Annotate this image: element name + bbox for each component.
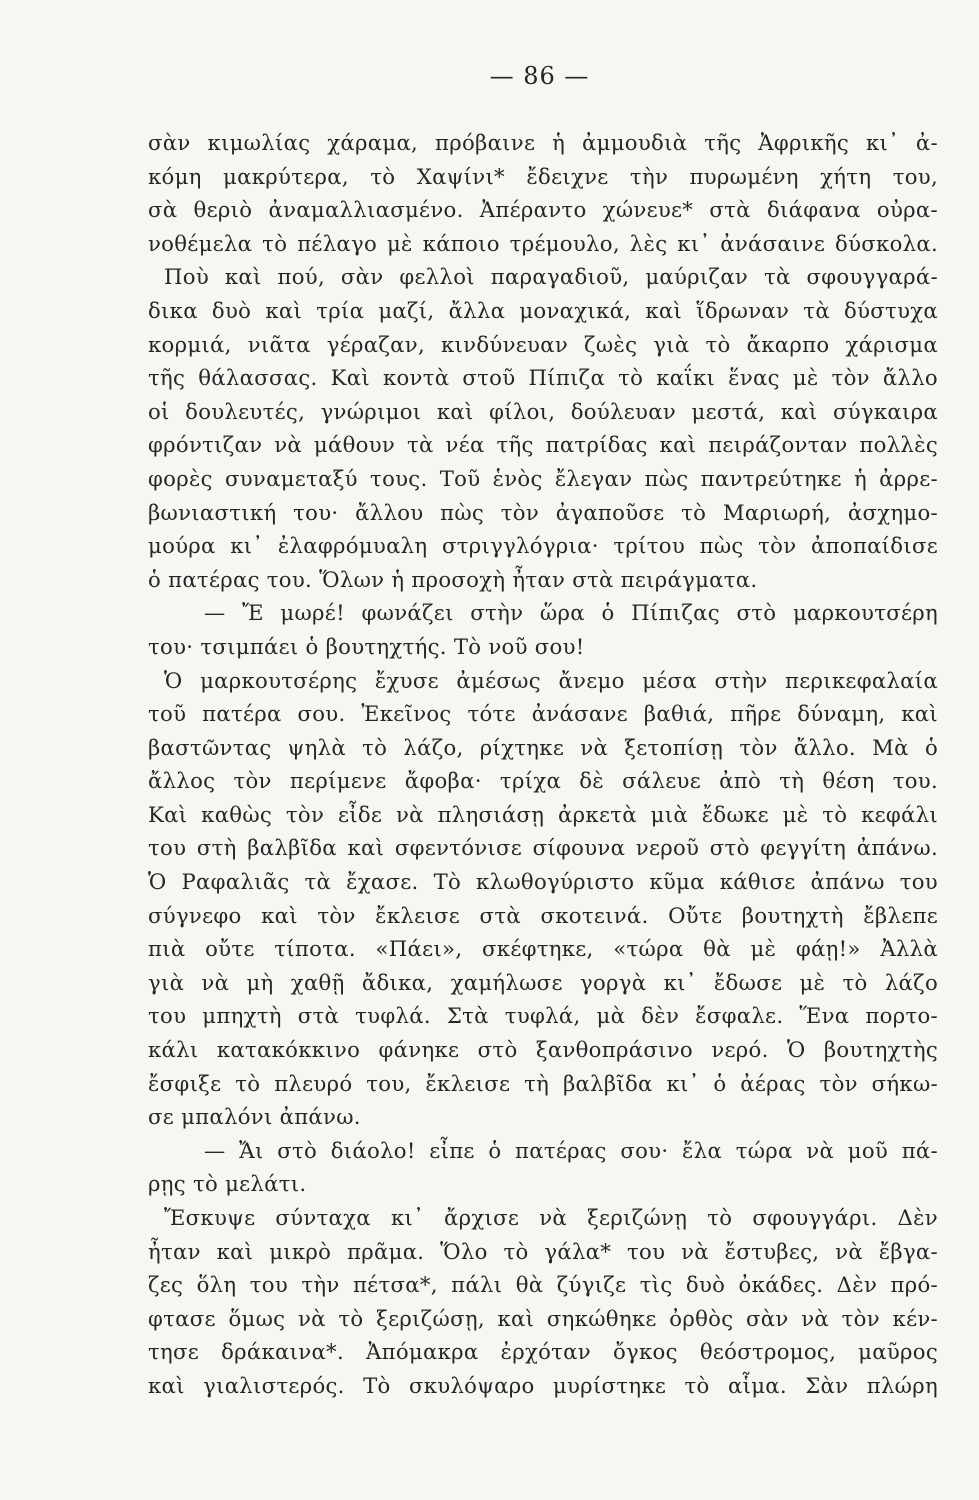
text-line: φτασε ὅμως νὰ τὸ ξεριζώσῃ, καὶ σηκώθηκε ὀρθὸς σὰν νὰ τὸν κέν-: [148, 1305, 938, 1331]
text-line: φορὲς συναμεταξύ τους. Τοῦ ἑνὸς ἔλεγαν πὼς παντρεύτηκε ἡ ἀρρε-: [148, 465, 938, 491]
text-line: κορμιά, νιᾶτα γέραζαν, κινδύνευαν ζωὲς γιὰ τὸ ἄκαρπο χάρισμα: [148, 331, 938, 357]
text-line: ἄλλος τὸν περίμενε ἄφοβα· τρίχα δὲ σάλευε ἀπὸ τὴ θέση του.: [148, 768, 938, 794]
text-line: του μπηχτὴ στὰ τυφλά. Στὰ τυφλά, μὰ δὲν ἔσφαλε. Ἕνα πορτο-: [148, 1003, 938, 1029]
text-line: καὶ γιαλιστερός. Τὸ σκυλόψαρο μυρίστηκε τὸ αἷμα. Σὰν πλώρη: [148, 1372, 938, 1398]
text-line: Ὁ Ραφαλιᾶς τὰ ἔχασε. Τὸ κλωθογύριστο κῦμα κάθισε ἀπάνω του: [148, 869, 938, 895]
text-line: τοῦ πατέρα σου. Ἐκεῖνος τότε ἀνάσανε βαθιά, πῆρε δύναμη, καὶ: [148, 701, 938, 727]
text-line: Καὶ καθὼς τὸν εἶδε νὰ πλησιάσῃ ἀρκετὰ μιὰ ἔδωκε μὲ τὸ κεφάλι: [148, 801, 938, 827]
text-line: κόμη μακρύτερα, τὸ Χαψίνι* ἔδειχνε τὴν πυρωμένη χήτη του,: [148, 163, 938, 189]
text-line: Ἔσκυψε σύνταχα κι᾽ ἄρχισε νὰ ξεριζώνῃ τὸ σφουγγάρι. Δὲν: [164, 1205, 938, 1230]
text-line: Ὁ μαρκουτσέρης ἔχυσε ἀμέσως ἄνεμο μέσα στὴν περικεφαλαία: [164, 667, 938, 693]
text-line: σε μπαλόνι ἀπάνω.: [148, 1104, 361, 1130]
text-line: πιὰ οὔτε τίποτα. «Πάει», σκέφτηκε, «τώρα θὰ μὲ φάῃ!» Ἀλλὰ: [148, 936, 938, 962]
text-line: — Ἄι στὸ διάολο! εἶπε ὁ πατέρας σου· ἔλα τώρα νὰ μοῦ πά-: [204, 1137, 938, 1163]
text-line: βωνιαστική του· ἄλλου πὼς τὸν ἀγαποῦσε τὸ Μαριωρή, ἀσχημο-: [148, 499, 938, 525]
page-number: — 86 —: [489, 62, 590, 90]
text-line: δικα δυὸ καὶ τρία μαζί, ἄλλα μοναχικά, καὶ ἵδρωναν τὰ δύστυχα: [148, 297, 938, 323]
text-line: μούρα κι᾽ ἐλαφρόμυαλη στριγγλόγρια· τρίτου πὼς τὸν ἀποπαίδισε: [148, 533, 938, 559]
text-line: — Ἔ μωρέ! φωνάζει στὴν ὥρα ὁ Πίπιζας στὸ μαρκουτσέρη: [204, 600, 938, 626]
text-line: σὰν κιμωλίας χάραμα, πρόβαινε ἡ ἀμμουδιὰ τῆς Ἀφρικῆς κι᾽ ἀ-: [148, 130, 938, 155]
text-line: τησε δράκαινα*. Ἀπόμακρα ἐρχόταν ὄγκος θεόστρομος, μαῦρος: [148, 1339, 938, 1365]
body-text: [148, 126, 938, 1403]
text-line: του στὴ βαλβῖδα καὶ σφεντόνισε σίφουνα νεροῦ στὸ φεγγίτη ἀπάνω.: [148, 835, 938, 861]
text-line: τῆς θάλασσας. Καὶ κοντὰ στοῦ Πίπιζα τὸ καΐκι ἕνας μὲ τὸν ἄλλο: [148, 365, 938, 391]
text-line: οἱ δουλευτές, γνώριμοι καὶ φίλοι, δούλευαν μεστά, καὶ σύγκαιρα: [148, 398, 938, 424]
text-line: κάλι κατακόκκινο φάνηκε στὸ ξανθοπράσινο νερό. Ὁ βουτηχτὴς: [148, 1037, 938, 1063]
page-number-header: [0, 62, 979, 90]
text-line: του· τσιμπάει ὁ βουτηχτής. Τὸ νοῦ σου!: [148, 633, 585, 659]
text-line: βαστῶντας ψηλὰ τὸ λάζο, ρίχτηκε νὰ ξετοπίσῃ τὸν ἄλλο. Μὰ ὁ: [148, 734, 938, 760]
text-line: ὁ πατέρας του. Ὅλων ἡ προσοχὴ ἦταν στὰ πειράγματα.: [148, 566, 758, 592]
text-line: γιὰ νὰ μὴ χαθῇ ἄδικα, χαμήλωσε γοργὰ κι᾽ ἔδωσε μὲ τὸ λάζο: [148, 969, 938, 995]
text-line: σύγνεφο καὶ τὸν ἔκλεισε στὰ σκοτεινά. Οὔτε βουτηχτὴ ἔβλεπε: [148, 902, 938, 928]
text-line: ἔσφιξε τὸ πλευρό του, ἔκλεισε τὴ βαλβῖδα κι᾽ ὁ ἀέρας τὸν σήκω-: [148, 1070, 938, 1096]
text-line: σὰ θεριὸ ἀναμαλλιασμένο. Ἀπέραντο χώνευε* στὰ διάφανα οὐρα-: [148, 197, 938, 223]
text-line: ζες ὅλη του τὴν πέτσα*, πάλι θὰ ζύγιζε τὶς δυὸ ὀκάδες. Δὲν πρό-: [148, 1272, 938, 1298]
text-line: ρῃς τὸ μελάτι.: [148, 1171, 307, 1197]
text-line: φρόντιζαν νὰ μάθουν τὰ νέα τῆς πατρίδας καὶ πειράζονταν πολλὲς: [148, 432, 938, 458]
text-line: Ποὺ καὶ πού, σὰν φελλοὶ παραγαδιοῦ, μαύριζαν τὰ σφουγγαρά-: [164, 264, 938, 290]
text-line: νοθέμελα τὸ πέλαγο μὲ κάποιο τρέμουλο, λὲς κι᾽ ἀνάσαινε δύσκολα.: [148, 230, 938, 256]
text-line: ἦταν καὶ μικρὸ πρᾶμα. Ὅλο τὸ γάλα* του νὰ ἔστυβες, νὰ ἔβγα-: [148, 1238, 938, 1264]
